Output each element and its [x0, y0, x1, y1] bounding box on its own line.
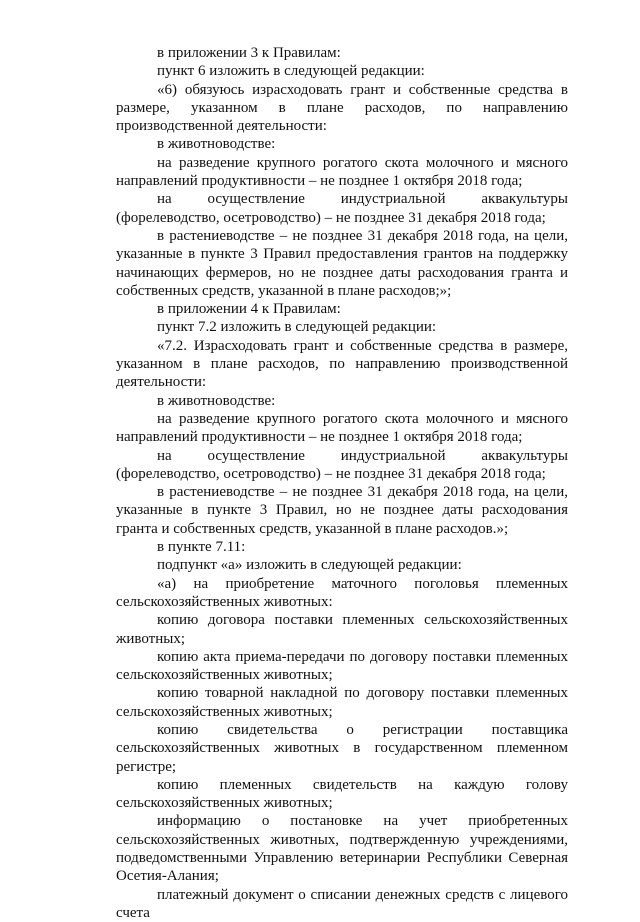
document-body: [116, 44, 568, 922]
document-paragraph: копию свидетельства о регистрации поставщика сельскохозяйственных животных в государственном племенном регистре;: [116, 721, 568, 775]
document-paragraph: «а) на приобретение маточного поголовья племенных сельскохозяйственных животных:: [116, 575, 568, 610]
document-paragraph: информацию о постановке на учет приобретенных сельскохозяйственных животных, подтвержденную учреждениями, подведомственными Управлению ветеринарии Республики Северная Осетия-Алания;: [116, 813, 568, 885]
document-paragraph: в животноводстве:: [157, 392, 276, 409]
document-paragraph: в растениеводстве – не позднее 31 декабря 2018 года, на цели, указанные в пункте 3 Правил предоставления грантов на поддержку начинающих фермеров, но не позднее даты расходования гранта и собственных средств, указанной в плане расходов;»;: [116, 227, 568, 299]
document-paragraph: в приложении 3 к Правилам:: [157, 45, 341, 61]
document-paragraph: подпункт «а» изложить в следующей редакции:: [157, 557, 462, 574]
document-paragraph: пункт 6 изложить в следующей редакции:: [157, 63, 425, 80]
document-paragraph: копию договора поставки племенных сельскохозяйственных животных;: [116, 612, 568, 647]
document-paragraph: в пункте 7.11:: [157, 539, 246, 556]
document-paragraph: в растениеводстве – не позднее 31 декабря 2018 года, на цели, указанные в пункте 3 Правил, но не позднее даты расходования гранта и собственных средств, указанной в плане расходов.»;: [116, 484, 568, 537]
document-paragraph: на осуществление индустриальной аквакультуры (форелеводство, осетроводство) – не позднее 31 декабря 2018 года;: [116, 191, 568, 226]
document-paragraph: на разведение крупного рогатого скота молочного и мясного направлений продуктивности – не позднее 1 октября 2018 года;: [116, 154, 568, 190]
document-paragraph: в приложении 4 к Правилам:: [157, 301, 341, 318]
document-paragraph: копию акта приема-передачи по договору поставки племенных сельскохозяйственных животных;: [116, 648, 568, 684]
document-paragraph: на осуществление индустриальной аквакультуры (форелеводство, осетроводство) – не позднее 31 декабря 2018 года;: [116, 447, 568, 482]
document-paragraph: пункт 7.2 изложить в следующей редакции:: [157, 319, 437, 336]
document-paragraph: копию товарной накладной по договору поставки племенных сельскохозяйственных животных;: [116, 685, 568, 720]
document-paragraph: копию племенных свидетельств на каждую голову сельскохозяйственных животных;: [116, 776, 568, 812]
document-paragraph: платежный документ о списании денежных средств с лицевого счета: [116, 886, 568, 921]
document-paragraph: «7.2. Израсходовать грант и собственные средства в размере, указанном в плане расходов, по направлению производственной деятельности:: [116, 337, 568, 391]
document-paragraph: на разведение крупного рогатого скота молочного и мясного направлений продуктивности – не позднее 1 октября 2018 года;: [116, 410, 568, 446]
document-paragraph: в животноводстве:: [157, 136, 276, 153]
document-paragraph: «6) обязуюсь израсходовать грант и собственные средства в размере, указанном в плане расходов, по направлению производственной деятельности:: [116, 81, 568, 135]
